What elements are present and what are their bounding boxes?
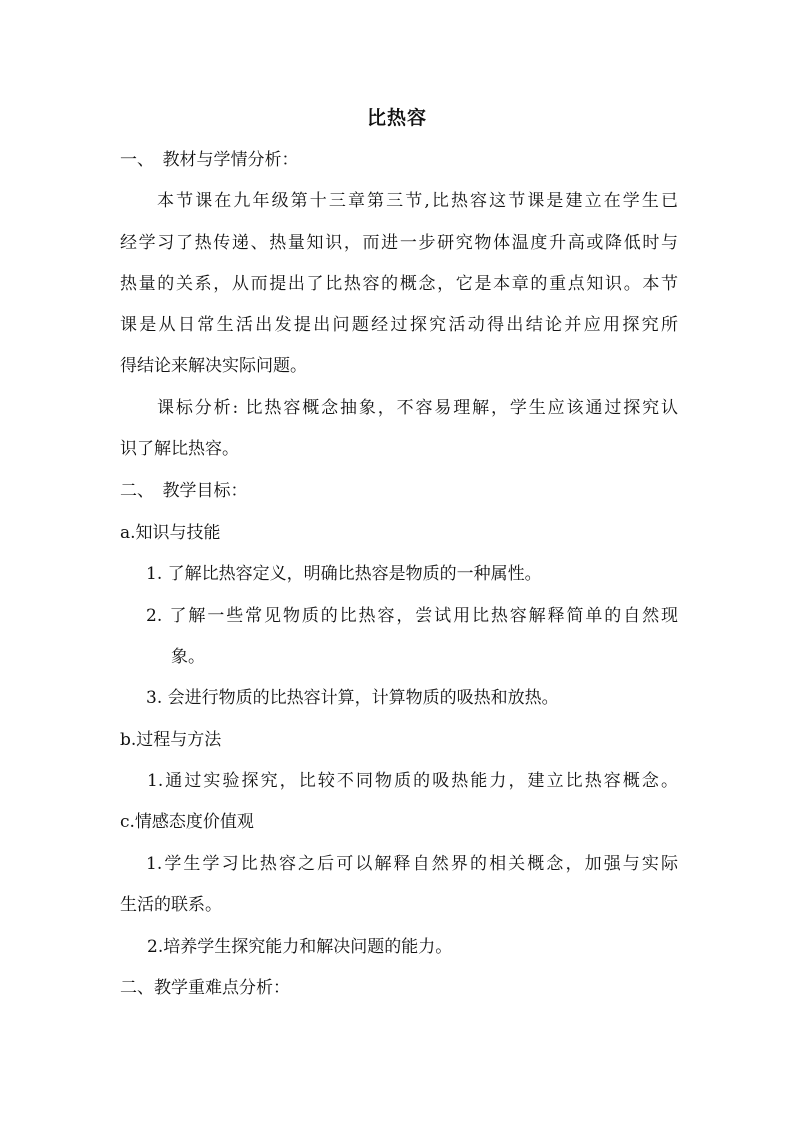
subsection-label-a: a.知识与技能 bbox=[120, 523, 221, 543]
paragraph-line: 经学习了热传递、热量知识，而进一步研究物体温度升高或降低时与 bbox=[120, 233, 678, 253]
page-title: 比热容 bbox=[366, 107, 427, 129]
paragraph-line: 本节课在九年级第十三章第三节,比热容这节课是建立在学生已 bbox=[157, 191, 678, 211]
list-item-continuation: 生活的联系。 bbox=[120, 895, 222, 915]
list-item: 3. 会进行物质的比热容计算，计算物质的吸热和放热。 bbox=[146, 688, 559, 708]
list-item: 1. 了解比热容定义，明确比热容是物质的一种属性。 bbox=[146, 564, 542, 584]
subsection-label-b: b.过程与方法 bbox=[120, 730, 222, 750]
list-item-continuation: 象。 bbox=[171, 647, 205, 667]
paragraph-line: 课是从日常生活出发提出问题经过探究活动得出结论并应用探究所 bbox=[120, 315, 678, 335]
section-heading-3: 二、教学重难点分析： bbox=[120, 978, 290, 998]
list-item: 1.通过实验探究，比较不同物质的吸热能力，建立比热容概念。 bbox=[147, 771, 678, 791]
paragraph-line: 识了解比热容。 bbox=[120, 439, 239, 459]
list-item: 2. 了解一些常见物质的比热容，尝试用比热容解释简单的自然现 bbox=[146, 606, 678, 626]
list-item: 2.培养学生探究能力和解决问题的能力。 bbox=[147, 937, 453, 957]
section-heading-2: 二、 教学目标： bbox=[120, 481, 248, 501]
list-item: 1.学生学习比热容之后可以解释自然界的相关概念，加强与实际 bbox=[146, 854, 678, 874]
subsection-label-c: c.情感态度价值观 bbox=[120, 812, 254, 832]
section-heading-1: 一、 教材与学情分析： bbox=[120, 150, 299, 170]
paragraph-line: 热量的关系，从而提出了比热容的概念，它是本章的重点知识。本节 bbox=[120, 274, 678, 294]
paragraph-line: 课标分析: 比热容概念抽象，不容易理解，学生应该通过探究认 bbox=[157, 398, 678, 418]
paragraph-line: 得结论来解决实际问题。 bbox=[120, 356, 307, 376]
